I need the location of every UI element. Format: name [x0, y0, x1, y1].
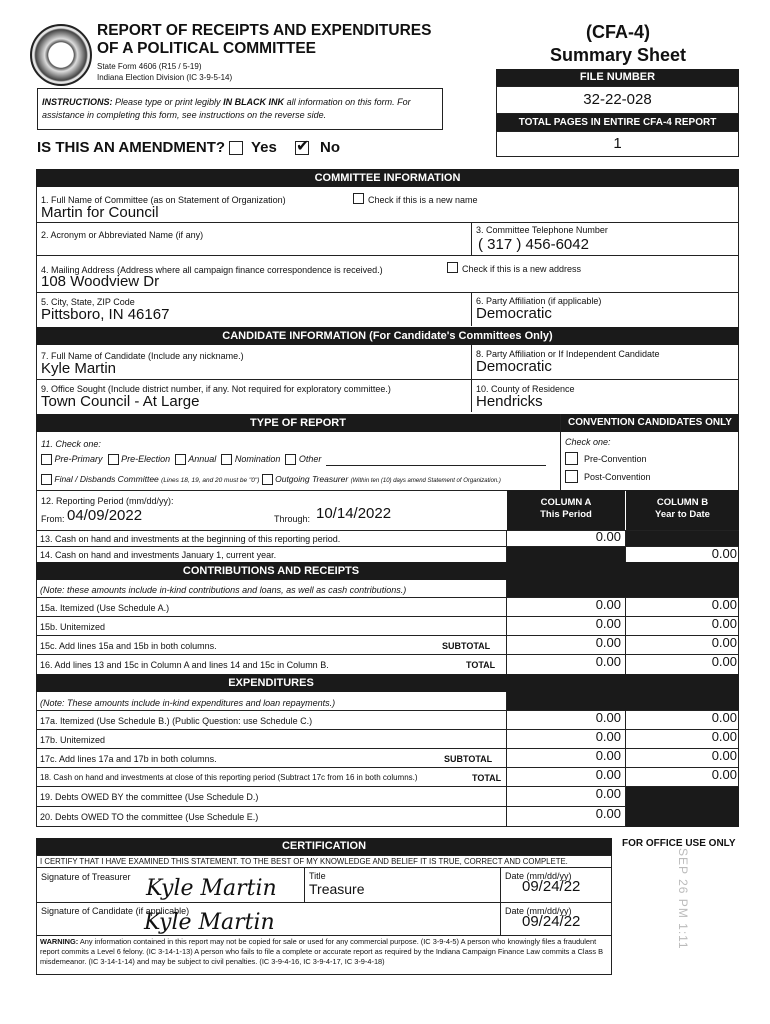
amendment-no-label: No: [320, 139, 340, 156]
line-13-label: 13. Cash on hand and investments at the beginning of this reporting period.: [40, 534, 341, 544]
mailing-address[interactable]: 108 Woodview Dr: [41, 273, 160, 290]
line-20-label: 20. Debts OWED TO the committee (Use Schedule E.): [40, 812, 259, 822]
candidate-party-label: 8. Party Affiliation or If Independent Candidate: [476, 349, 660, 359]
pre-convention-label: Pre-Convention: [584, 454, 647, 464]
treasurer-title[interactable]: Treasure: [309, 881, 365, 897]
new-name-checkbox[interactable]: [353, 193, 364, 204]
period-from[interactable]: 04/09/2022: [67, 507, 143, 524]
check-mark: ✔: [296, 138, 310, 155]
cfa-label: (CFA-4): [586, 22, 650, 42]
line-17a-col-b[interactable]: 0.00: [711, 710, 737, 725]
pre-election-checkbox[interactable]: [108, 454, 119, 465]
shaded-cell: [507, 547, 625, 562]
division: Indiana Election Division (IC 3-9-5-14): [97, 73, 233, 82]
line-15c-col-a[interactable]: 0.00: [595, 635, 621, 650]
summary-sheet: Summary Sheet: [549, 45, 687, 65]
candidate-sig-label: Signature of Candidate (if applicable): [41, 906, 190, 916]
new-name-label: Check if this is a new name: [368, 195, 478, 205]
total-label-2: TOTAL: [472, 773, 502, 783]
report-type-options: Pre-Primary Pre-Election Annual Nomination Other: [41, 454, 321, 465]
line-18-label: 18. Cash on hand and investments at close of this reporting period (Subtract 17c from 16 in both columns.): [40, 773, 418, 782]
col-a-header: COLUMN A This Period: [507, 490, 625, 530]
line-17b-label: 17b. Unitemized: [40, 735, 106, 745]
treasurer-date[interactable]: 09/24/22: [522, 878, 581, 895]
subtotal-label-2: SUBTOTAL: [444, 754, 493, 764]
total-pages-label: TOTAL PAGES IN ENTIRE CFA-4 REPORT: [496, 114, 739, 131]
line-14-col-b[interactable]: 0.00: [711, 546, 737, 561]
state-seal: [30, 24, 92, 86]
shaded-cell: [507, 580, 739, 597]
candidate-party[interactable]: Democratic: [476, 358, 552, 375]
candidate-section-header: CANDIDATE INFORMATION (For Candidate's Committees Only): [36, 327, 739, 345]
total-pages: 1: [496, 131, 739, 157]
city-state-zip[interactable]: Pittsboro, IN 46167: [41, 306, 170, 323]
shaded-cell: [507, 692, 739, 710]
title-label: Title: [309, 871, 326, 881]
received-stamp: SEP 26 PM 1:11: [676, 848, 690, 950]
period-through[interactable]: 10/14/2022: [316, 505, 392, 522]
amendment-yes-checkbox[interactable]: [229, 141, 243, 155]
line-15b-col-a[interactable]: 0.00: [595, 616, 621, 631]
warning-text: WARNING: Any information contained in this report may not be copied for sale or used for any commercial purpose. (IC 3-9-4-5) A person who knowingly files a fraudulent report commits a Level 6 felony. (IC 3-14-1-13) A person who fails to file a complete or accurate report as required by the Indiana Campaign Finance Law commits a Class B misdemeanor. (IC 3-14-1-14) and may be subject to civil penalties. (IC 3-9-4-16, IC 3-9-4-17, IC 3-9-4-18): [40, 937, 604, 966]
shaded-cell: [626, 531, 739, 546]
shaded-cell: [626, 787, 739, 827]
annual-checkbox[interactable]: [175, 454, 186, 465]
subtotal-label: SUBTOTAL: [442, 641, 491, 651]
instructions-box: INSTRUCTIONS: Please type or print legibly IN BLACK INK all information on this form. For assistance in completing this form, see instructions on the reverse side.: [37, 88, 443, 130]
final-checkbox[interactable]: [41, 474, 52, 485]
line-15b-label: 15b. Unitemized: [40, 622, 106, 632]
county-label: 10. County of Residence: [476, 384, 575, 394]
line-15c-col-b[interactable]: 0.00: [711, 635, 737, 650]
line-15c-label: 15c. Add lines 15a and 15b in both columns.: [40, 641, 217, 651]
amendment-yes-label: Yes: [251, 139, 277, 156]
line-15a-label: 15a. Itemized (Use Schedule A.): [40, 603, 170, 613]
county[interactable]: Hendricks: [476, 393, 543, 410]
line-18-col-a[interactable]: 0.00: [595, 767, 621, 782]
pre-convention-checkbox[interactable]: [565, 452, 578, 465]
line-19-label: 19. Debts OWED BY the committee (Use Schedule D.): [40, 792, 259, 802]
contrib-note: (Note: these amounts include in-kind contributions and loans, as well as cash contributions.): [40, 585, 407, 595]
final-options: Final / Disbands Committee (Lines 18, 19, and 20 must be "0") Outgoing Treasurer (Within ten (10) days amend Statement of Organization.): [41, 474, 501, 487]
new-address-label: Check if this is a new address: [462, 264, 582, 274]
convention-header: CONVENTION CANDIDATES ONLY: [561, 414, 739, 432]
outgoing-treasurer-checkbox[interactable]: [262, 474, 273, 485]
convention-check-one: Check one:: [565, 437, 611, 447]
office-sought[interactable]: Town Council - At Large: [41, 393, 200, 410]
contributions-section: CONTRIBUTIONS AND RECEIPTS: [182, 565, 360, 577]
expenditures-section: EXPENDITURES: [228, 677, 314, 689]
address-label: 4. Mailing Address (Address where all campaign finance correspondence is received.): [41, 265, 383, 275]
through-label: Through:: [274, 514, 311, 524]
phone-label: 3. Committee Telephone Number: [476, 225, 608, 235]
line-15a-col-a[interactable]: 0.00: [595, 597, 621, 612]
line-17b-col-a[interactable]: 0.00: [595, 729, 621, 744]
committee-name[interactable]: Martin for Council: [41, 204, 159, 221]
line-17c-label: 17c. Add lines 17a and 17b in both columns.: [40, 754, 217, 764]
line-17c-col-a[interactable]: 0.00: [595, 748, 621, 763]
line-17b-col-b[interactable]: 0.00: [711, 729, 737, 744]
office-use-label: FOR OFFICE USE ONLY: [622, 838, 736, 849]
new-address-checkbox[interactable]: [447, 262, 458, 273]
office-label: 9. Office Sought (Include district number, if any. Not required for exploratory committee.): [41, 384, 391, 394]
other-checkbox[interactable]: [285, 454, 296, 465]
form-id: State Form 4606 (R15 / 5-19): [97, 62, 202, 71]
city-label: 5. City, State, ZIP Code: [41, 297, 135, 307]
phone-number[interactable]: ( 317 ) 456-6042: [478, 236, 589, 253]
line-16-col-a[interactable]: 0.00: [595, 654, 621, 669]
line-17a-label: 17a. Itemized (Use Schedule B.) (Public Question: use Schedule C.): [40, 716, 313, 726]
line-15a-col-b[interactable]: 0.00: [711, 597, 737, 612]
report-type-header: TYPE OF REPORT: [36, 414, 560, 432]
treasurer-sig-label: Signature of Treasurer: [41, 872, 131, 882]
candidate-date[interactable]: 09/24/22: [522, 913, 581, 930]
period-label: 12. Reporting Period (mm/dd/yy):: [41, 496, 174, 506]
acronym-label: 2. Acronym or Abbreviated Name (if any): [41, 230, 204, 240]
line-17c-col-b[interactable]: 0.00: [711, 748, 737, 763]
from-label: From:: [41, 514, 65, 524]
line-16-label: 16. Add lines 13 and 15c in Column A and lines 14 and 15c in Column B.: [40, 660, 329, 670]
line-18-col-b[interactable]: 0.00: [711, 767, 737, 782]
post-convention-label: Post-Convention: [584, 472, 651, 482]
line-15b-col-b[interactable]: 0.00: [711, 616, 737, 631]
line-17a-col-a[interactable]: 0.00: [595, 710, 621, 725]
col-b-header: COLUMN B Year to Date: [626, 490, 739, 530]
exp-note: (Note: These amounts include in-kind expenditures and loan repayments.): [40, 698, 336, 708]
candidate-name-label: 7. Full Name of Candidate (Include any nickname.): [41, 351, 244, 361]
line-13-col-a[interactable]: 0.00: [595, 529, 621, 544]
form-title: REPORT OF RECEIPTS AND EXPENDITURES OF A POLITICAL COMMITTEE: [97, 22, 432, 57]
file-number: 32-22-028: [496, 86, 739, 114]
committee-party-label: 6. Party Affiliation (if applicable): [476, 296, 602, 306]
check-one-label: 11. Check one:: [41, 439, 101, 449]
date-label-2: Date (mm/dd/yy): [505, 906, 572, 916]
amendment-question: IS THIS AN AMENDMENT?: [37, 139, 226, 156]
line-14-label: 14. Cash on hand and investments January 1, current year.: [40, 550, 277, 560]
line-20-col-a[interactable]: 0.00: [595, 806, 621, 821]
candidate-signature[interactable]: Kyle Martin: [144, 910, 275, 935]
date-label-1: Date (mm/dd/yy): [505, 871, 572, 881]
line-16-col-b[interactable]: 0.00: [711, 654, 737, 669]
nomination-checkbox[interactable]: [221, 454, 232, 465]
total-label: TOTAL: [466, 660, 496, 670]
committee-name-label: 1. Full Name of Committee (as on Statement of Organization): [41, 195, 286, 205]
line-19-col-a[interactable]: 0.00: [595, 786, 621, 801]
candidate-name[interactable]: Kyle Martin: [41, 360, 117, 377]
certify-statement: I CERTIFY THAT I HAVE EXAMINED THIS STATEMENT. TO THE BEST OF MY KNOWLEDGE AND BELIEF IT IS TRUE, CORRECT AND COMPLETE.: [40, 857, 568, 866]
certification-header: CERTIFICATION: [36, 838, 612, 855]
committee-section-header: COMMITTEE INFORMATION: [36, 169, 739, 187]
treasurer-signature[interactable]: Kyle Martin: [146, 876, 277, 901]
pre-primary-checkbox[interactable]: [41, 454, 52, 465]
file-number-label: FILE NUMBER: [496, 69, 739, 86]
post-convention-checkbox[interactable]: [565, 470, 578, 483]
committee-party[interactable]: Democratic: [476, 305, 552, 322]
